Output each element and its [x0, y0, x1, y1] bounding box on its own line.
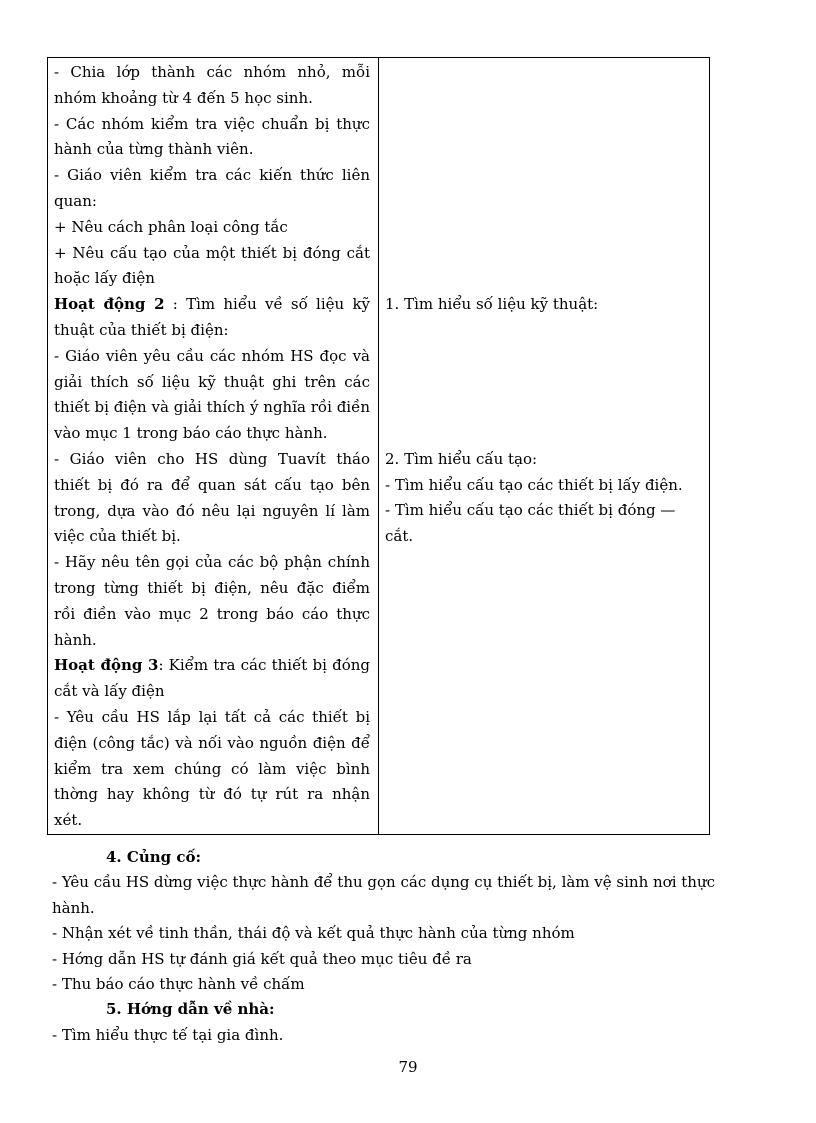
teacher-activities-cell: [48, 58, 379, 835]
left-item-switch-classification: + Nêu cách phân loại công tắc: [54, 217, 288, 236]
consolidation-item: - Thu báo cáo thực hành về chấm: [52, 975, 305, 994]
left-item-group-division: - Chia lớp thành các nhóm nhỏ, mỗi nhóm khoảng từ 4 đến 5 học sinh.: [54, 63, 370, 107]
post-table-sections: [52, 845, 752, 1048]
activity-2-item-read-specs: - Giáo viên yêu cầu các nhóm HS đọc và giải thích số liệu kỹ thuật ghi trên các thiết bị điện và giải thích ý nghĩa rồi điền vào mục 1 trong báo cáo thực hành.: [54, 346, 370, 443]
page-number: 79: [398, 1058, 418, 1076]
right-item-structure-switch: - Tìm hiểu cấu tạo các thiết bị đóng — cắt.: [385, 501, 676, 546]
student-content-cell: [379, 58, 710, 835]
consolidation-title: 4. Củng cố:: [106, 848, 202, 866]
left-item-knowledge-check: - Giáo viên kiểm tra các kiến thức liên quan:: [54, 166, 370, 210]
left-item-group-check: - Các nhóm kiểm tra việc chuẩn bị thực hành của từng thành viên.: [54, 114, 370, 159]
right-spacer-middle: [385, 318, 703, 447]
left-item-device-structure: + Nêu cấu tạo của một thiết bị đóng cắt hoặc lấy điện: [54, 243, 370, 288]
activity-3-heading: [54, 653, 370, 705]
right-item-structure: 2. Tìm hiểu cấu tạo:: [385, 449, 538, 468]
activity-2-item-disassemble: - Giáo viên cho HS dùng Tuavít tháo thiết bị đó ra để quan sát cấu tạo bên trong, dựa vào đó nêu lại nguyên lí làm việc của thiết bị.: [54, 449, 370, 546]
activity-3-item-reassemble: - Yêu cầu HS lắp lại tất cả các thiết bị điện (công tắc) và nối vào nguồn điện để kiểm tra xem chúng có làm việc bình thờng hay không từ đó tự rút ra nhận xét.: [54, 707, 370, 830]
activity-3-text: : Kiểm tra các thiết bị đóng cắt và lấy điện: [54, 656, 370, 701]
consolidation-item: - Nhận xét về tinh thần, thái độ và kết quả thực hành của từng nhóm: [52, 924, 575, 943]
lesson-table: [47, 57, 710, 835]
consolidation-item: - Hớng dẫn HS tự đánh giá kết quả theo mục tiêu đề ra: [52, 949, 472, 968]
lesson-table-row: [48, 58, 710, 835]
activity-2-text: : Tìm hiểu về số liệu kỹ thuật của thiết bị điện:: [54, 295, 371, 339]
consolidation-item: - Yêu cầu HS dừng việc thực hành để thu gọn các dụng cụ thiết bị, làm vệ sinh nơi thực hành.: [52, 873, 716, 917]
homework-title: 5. Hớng dẫn về nhà:: [106, 1000, 275, 1019]
activity-2-label: Hoạt động 2: [54, 295, 165, 314]
right-item-specs: 1. Tìm hiểu số liệu kỹ thuật:: [385, 295, 599, 313]
right-item-structure-outlet: - Tìm hiểu cấu tạo các thiết bị lấy điện.: [385, 475, 683, 494]
activity-2-item-name-parts: - Hãy nêu tên gọi của các bộ phận chính trong từng thiết bị điện, nêu đặc điểm rồi điền vào mục 2 trong báo cáo thực hành.: [54, 553, 370, 649]
right-spacer-top: [385, 60, 703, 292]
activity-3-label: Hoạt động 3: [54, 656, 159, 675]
homework-item: - Tìm hiểu thực tế tại gia đình.: [52, 1025, 284, 1044]
activity-2-heading: [54, 292, 370, 344]
